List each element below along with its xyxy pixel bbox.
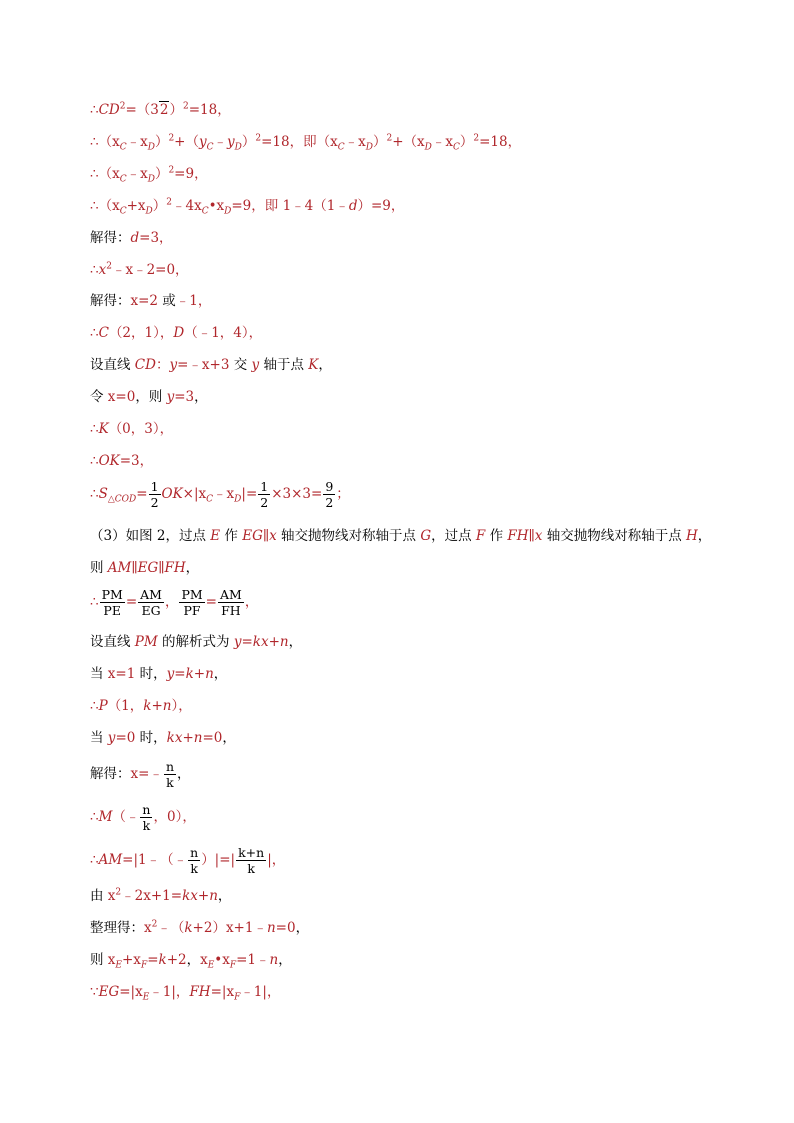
solution-line: 解得：d=3， [90, 230, 173, 246]
solution-line: 解得：x=﹣ $\frac{n}{k}$ ， [90, 759, 191, 790]
solution-line: $\therefore(x_C﹣x_D)^2=9$， [90, 165, 208, 185]
solution-line: $\therefore S_{\triangle COD}=$ $\frac{1}{2}$ $OK\times|x_C﹣x_D|=$ $\frac{1}{2}$ ×3×3= $\frac{9}{2}$ ； [90, 479, 350, 510]
solution-line: ∴AM=|1﹣（﹣ $\frac{n}{k}$ ）|=| $\frac{k+n}{k}$ |， [90, 845, 286, 876]
solution-line: $\therefore CD^2=(32)^2=18$， [90, 101, 231, 118]
solution-line: $\because EG=|x_E﹣1|$，$FH=|x_F﹣1|$， [90, 984, 281, 1003]
solution-line: 解得：x=2 或﹣1， [90, 293, 212, 309]
fraction: $\frac{n}{k}$ [190, 845, 199, 876]
solution-line: （3）如图 2，过点 E 作 EG∥x 轴交抛物线对称轴于点 G，过点 F 作 FH∥x 轴交抛物线对称轴于点 H， [90, 528, 712, 544]
solution-line: 则 AM∥EG∥FH， [90, 560, 200, 576]
fraction: $\frac{PM}{PF}$ [181, 587, 203, 618]
fraction: $\frac{1}{2}$ [260, 479, 269, 510]
solution-line: ∴OK=3， [90, 453, 154, 469]
solution-line: $\therefore x^2﹣x﹣2=0$， [90, 261, 189, 278]
solution-line: $\therefore(x_C+x_D)^2﹣4x_C•x_D=9$，即 1﹣4（1﹣d）=9， [90, 197, 405, 217]
fraction: $\frac{AM}{EG}$ [140, 587, 162, 618]
solution-line: ∴C（2，1），D（﹣1，4）， [90, 325, 263, 341]
solution-line: 当 x=1 时，y=k+n， [90, 666, 228, 682]
solution-line: 设直线 PM 的解析式为 y=kx+n， [90, 634, 303, 650]
solution-line: 设直线 CD：y=﹣x+3 交 y 轴于点 K， [90, 357, 332, 373]
solution-line: ∴ $\frac{PM}{PE}$ = $\frac{AM}{EG}$ ， $\frac{PM}{PF}$ = $\frac{AM}{FH}$ ， [90, 587, 259, 618]
solution-line: 则 $x_E+x_F=k+2$，$x_E•x_F=1﹣n$， [90, 952, 292, 971]
fraction: $\frac{k+n}{k}$ [238, 845, 265, 876]
solution-line: ∴M（﹣ $\frac{n}{k}$ ，0）， [90, 802, 196, 833]
fraction: $\frac{n}{k}$ [165, 759, 174, 790]
solution-line: 由 $x^2﹣2x+1=kx+n$， [90, 887, 232, 904]
fraction: $\frac{1}{2}$ [150, 479, 159, 510]
solution-line: ∴K（0，3）， [90, 421, 174, 437]
fraction: $\frac{n}{k}$ [142, 802, 151, 833]
solution-line: $\therefore(x_C﹣x_D)^2+(y_C﹣y_D)^2=18$，即$(x_C﹣x_D)^2+(x_D﹣x_C)^2=18$， [90, 133, 522, 153]
solution-line: 当 y=0 时，kx+n=0， [90, 730, 236, 746]
fraction: $\frac{PM}{PE}$ [101, 587, 123, 618]
fraction: $\frac{AM}{FH}$ [219, 587, 242, 618]
solution-line: 整理得：$x^2﹣(k+2)x+1﹣n=0$， [90, 919, 310, 936]
fraction: $\frac{9}{2}$ [325, 479, 334, 510]
solution-line: 令 x=0，则 y=3， [90, 389, 208, 405]
solution-line: ∴P（1，k+n）， [90, 698, 192, 714]
